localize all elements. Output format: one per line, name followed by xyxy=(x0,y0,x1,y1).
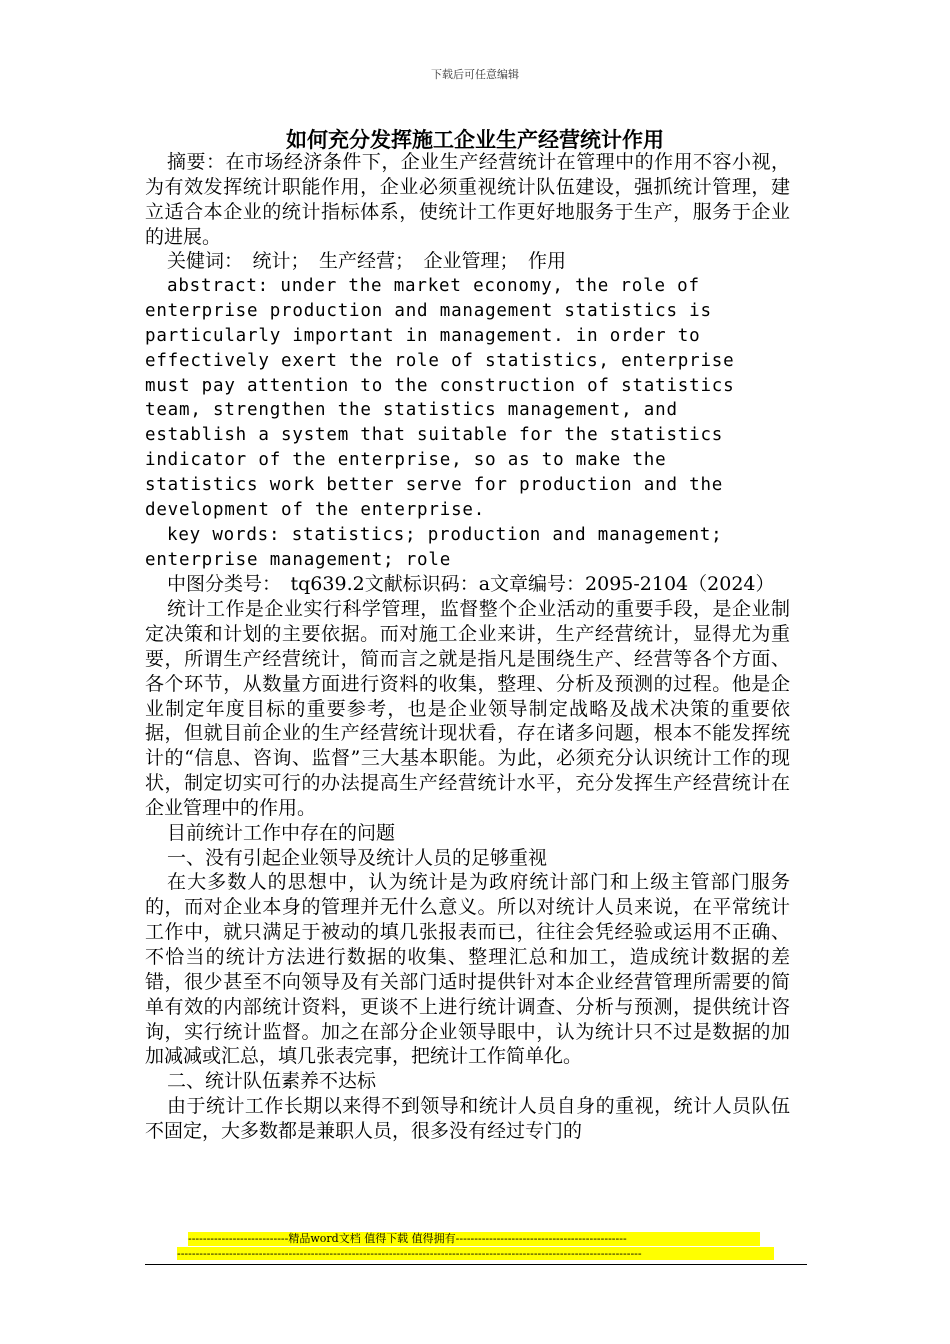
footer-dash-line: ----------------------------------------------------------------------------------------------------------------------------- xyxy=(177,1247,774,1260)
abstract-zh: 摘要：在市场经济条件下，企业生产经营统计在管理中的作用不容小视，为有效发挥统计职能作用，企业必须重视统计队伍建设，强抓统计管理，建立适合本企业的统计指标体系，使统计工作更好地服务于生产，服务于企业的进展。 xyxy=(145,151,790,248)
subsection-heading: 二、统计队伍素养不达标 xyxy=(167,1070,377,1093)
section-heading: 目前统计工作中存在的问题 xyxy=(167,821,396,844)
classification-line: 中图分类号： tq639.2文献标识码：a文章编号：2095-2104（2024） xyxy=(167,573,775,596)
page-header-note: 下载后可任意编辑 xyxy=(431,68,519,81)
footer-divider xyxy=(145,1264,807,1265)
body-paragraph: 统计工作是企业实行科学管理，监督整个企业活动的重要手段，是企业制定决策和计划的主要依据。而对施工企业来讲，生产经营统计，显得尤为重要，所谓生产经营统计，简而言之就是指凡是围绕生产、经营等各个方面、各个环节，从数量方面进行资料的收集，整理、分析及预测的过程。他是企业制定年度目标的重要参考，也是企业领导制定战略及战术决策的重要依据，但就目前企业的生产经营统计现状看，存在诸多问题，根本不能发挥统计的“信息、咨询、监督”三大基本职能。为此，必须充分认识统计工作的现状，制定切实可行的办法提高生产经营统计水平，充分发挥生产经营统计在企业管理中的作用。 xyxy=(145,598,790,819)
article-title: 如何充分发挥施工企业生产经营统计作用 xyxy=(286,128,664,152)
body-paragraph: 在大多数人的思想中，认为统计是为政府统计部门和上级主管部门服务的，而对企业本身的管理并无什么意义。所以对统计人员来说，在平常统计工作中，就只满足于被动的填几张报表而已，往往会凭经验或运用不正确、不恰当的统计方法进行数据的收集、整理汇总和加工，造成统计数据的差错，很少甚至不向领导及有关部门适时提供针对本企业经营管理所需要的简单有效的内部统计资料，更谈不上进行统计调查、分析与预测，提供统计咨询，实行统计监督。加之在部分企业领导眼中，认为统计只不过是数据的加加减减或汇总，填几张表完事，把统计工作简单化。 xyxy=(145,871,790,1068)
abstract-en: abstract: under the market economy, the role of enterprise production and management statistics is particularly important in management. in order to effectively exert the role of statistics, enterprise must pay attention to the construction of statistics team, strengthen the statistics management, and establish a system that suitable for the statistics indicator of the enterprise, so as to make the statistics work better serve for production and the development of the enterprise. xyxy=(145,276,735,520)
body-paragraph: 由于统计工作长期以来得不到领导和统计人员自身的重视，统计人员队伍不固定，大多数都是兼职人员，很多没有经过专门的 xyxy=(145,1095,790,1142)
keywords-en: key words: statistics; production and management; enterprise management; role xyxy=(145,524,723,570)
subsection-heading: 一、没有引起企业领导及统计人员的足够重视 xyxy=(167,846,548,869)
footer-banner: ---------------------------精品word文档 值得下载 值得拥有---------------------------------------------- xyxy=(188,1232,760,1246)
keywords-zh: 关健词： 统计； 生产经营； 企业管理； 作用 xyxy=(167,250,567,273)
article-body xyxy=(145,150,790,1144)
